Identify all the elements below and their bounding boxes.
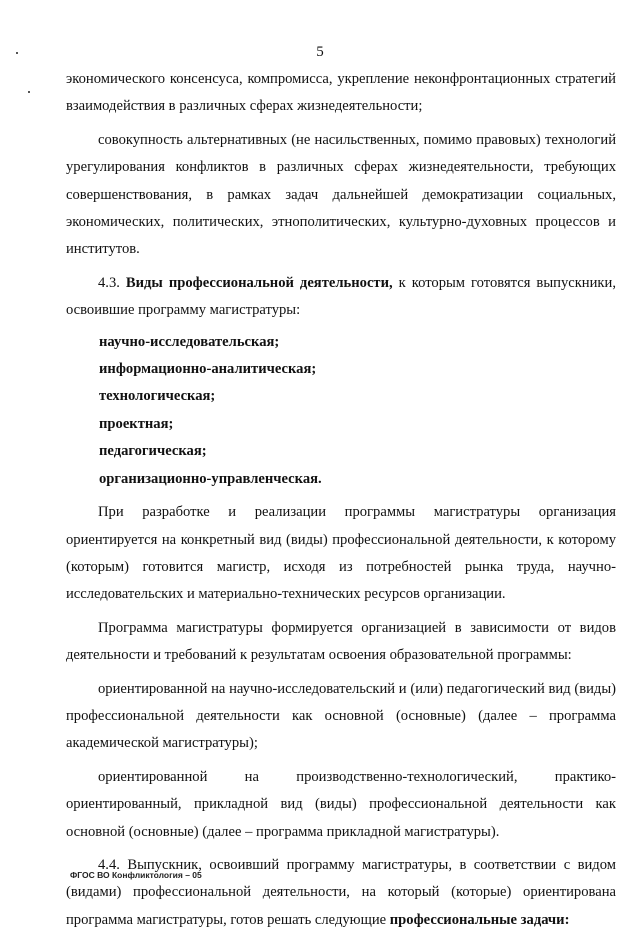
- page-number: 5: [316, 44, 324, 60]
- paragraph: экономического консенсуса, компромисса, укрепление неконфронтационных стратегий взаимодействия в различных сферах жизнедеятельности;: [66, 71, 616, 115]
- section-text: 4.4. Выпускник, освоивший программу магистратуры, в соответствии с видом (видами) профессиональной деятельности, на который (которые) ориентирована программа магистратуры, готов решать следующие: [66, 856, 616, 928]
- list-item: организационно-управленческая.: [99, 470, 322, 487]
- section-number: 4.3.: [98, 274, 120, 291]
- list-item: информационно-аналитическая;: [99, 361, 317, 378]
- section-bold-lead: Виды профессиональной деятельности,: [125, 274, 393, 291]
- list-item: технологическая;: [99, 388, 216, 405]
- section-text: к которым готовятся выпускники, освоившие программу магистратуры:: [66, 274, 616, 319]
- activity-types-list: [66, 329, 616, 493]
- paragraph: Программа магистратуры формируется организацией в зависимости от видов деятельности и требований к результатам освоения образовательной программы:: [66, 619, 616, 664]
- list-item: проектная;: [99, 415, 174, 432]
- paragraph: ориентированной на производственно-технологический, практико-ориентированный, прикладной вид (виды) профессиональной деятельности как основной (основные) (далее – программа прикладной магистратуры).: [66, 768, 616, 840]
- footer-label: ФГОС ВО Конфликтология – 05: [70, 870, 202, 880]
- section-bold-tail: профессиональные задачи:: [389, 911, 570, 928]
- list-item: научно-исследовательская;: [99, 333, 280, 350]
- paragraph: ориентированной на научно-исследовательский и (или) педагогический вид (виды) профессиональной деятельности как основной (основные) (далее – программа академической магистратуры);: [66, 680, 616, 752]
- paragraph: совокупность альтернативных (не насильственных, помимо правовых) технологий урегулирования конфликтов в различных сферах жизнедеятельности, требующих совершенствования, в рамках задач дальнейшей демократизации социальных, экономических, политических, этнополитических, культурно-духовных процессов и институтов.: [66, 131, 616, 258]
- paragraph: При разработке и реализации программы магистратуры организация ориентируется на конкретный вид (виды) профессиональной деятельности, к которому (которым) готовится магистр, исходя из потребностей рынка труда, научно-исследовательских и материально-технических ресурсов организации.: [66, 504, 616, 603]
- scan-speck: [28, 91, 30, 93]
- section-4-3: [66, 270, 616, 325]
- list-item: педагогическая;: [99, 443, 207, 460]
- section-4-4: [66, 852, 616, 934]
- page-content: [66, 66, 616, 934]
